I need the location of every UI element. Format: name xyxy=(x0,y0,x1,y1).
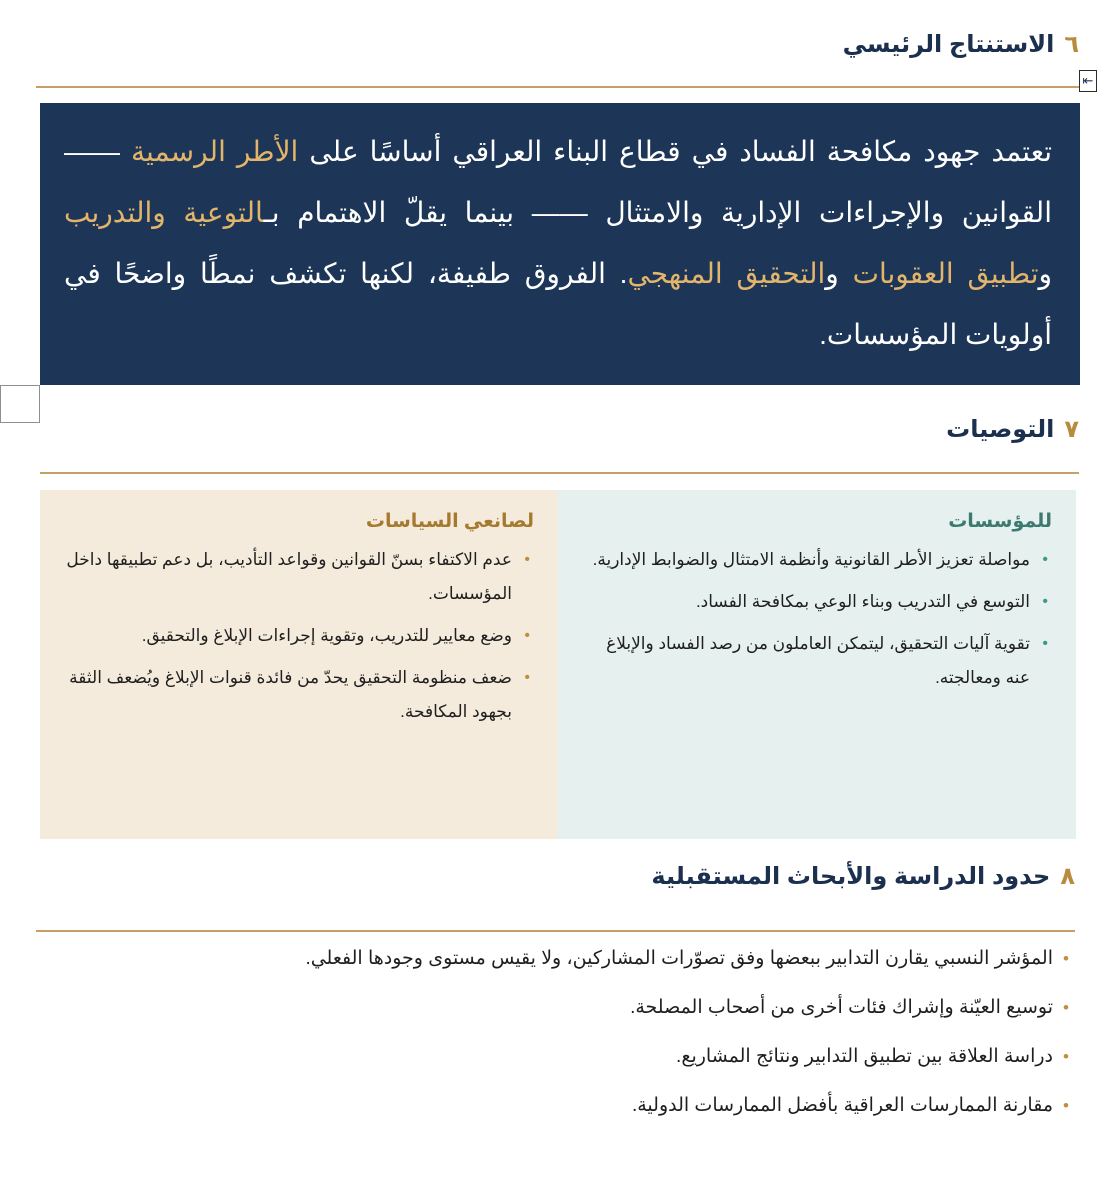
conclusion-text: . الفروق طفيفة، لكنها تكشف نمطًا واضحًا في أولويات المؤسسات. xyxy=(64,258,1052,350)
section-divider xyxy=(40,472,1079,474)
limitations-list xyxy=(40,944,1075,1140)
section-divider xyxy=(36,930,1075,932)
section-title: الاستنتاج الرئيسي xyxy=(842,31,1055,58)
policymakers-panel xyxy=(40,490,558,839)
list-item: • مواصلة تعزيز الأطر القانونية وأنظمة الامتثال والضوابط الإدارية. xyxy=(582,543,1052,577)
conclusion-text: و xyxy=(825,258,853,289)
list-item: • مقارنة الممارسات العراقية بأفضل الممارسات الدولية. xyxy=(40,1091,1075,1120)
section-divider xyxy=(36,86,1079,88)
institutions-panel xyxy=(558,490,1076,839)
conclusion-callout xyxy=(40,103,1080,385)
section-number: ٦ xyxy=(1064,31,1079,58)
list-item: • عدم الاكتفاء بسنّ القوانين وقواعد التأديب، بل دعم تطبيقها داخل المؤسسات. xyxy=(64,543,534,611)
list-item: • المؤشر النسبي يقارن التدابير ببعضها وفق تصوّرات المشاركين، ولا يقيس مستوى وجودها الفعلي. xyxy=(40,944,1075,973)
conclusion-text: —— القوانين والإجراءات الإدارية والامتثال —— بينما يقلّ الاهتمام بـ xyxy=(64,136,1052,228)
empty-placeholder-box xyxy=(0,385,40,423)
section-title: التوصيات xyxy=(946,416,1055,443)
section-title: حدود الدراسة والأبحاث المستقبلية xyxy=(651,863,1051,890)
policymakers-list xyxy=(64,543,534,729)
section-number: ٨ xyxy=(1060,863,1075,890)
policymakers-heading: لصانعي السياسات xyxy=(365,511,534,532)
list-item: • ضعف منظومة التحقيق يحدّ من فائدة قنوات الإبلاغ ويُضعف الثقة بجهود المكافحة. xyxy=(64,661,534,729)
recommendations-panels xyxy=(40,490,1076,839)
institutions-list xyxy=(582,543,1052,695)
list-item: • تقوية آليات التحقيق، ليتمكن العاملون من رصد الفساد والإبلاغ عنه ومعالجته. xyxy=(582,627,1052,695)
list-item: • توسيع العيّنة وإشراك فئات أخرى من أصحاب المصلحة. xyxy=(40,993,1075,1022)
expand-toggle-icon[interactable]: ⇤ xyxy=(1079,70,1097,92)
section-6-heading xyxy=(40,30,1079,59)
list-item: • وضع معايير للتدريب، وتقوية إجراءات الإبلاغ والتحقيق. xyxy=(64,619,534,653)
highlight-term: التحقيق المنهجي xyxy=(627,258,826,289)
institutions-heading: للمؤسسات xyxy=(948,511,1052,532)
highlight-term: التوعية والتدريب xyxy=(64,197,264,228)
highlight-term: الأطر الرسمية xyxy=(131,136,299,167)
section-7-heading xyxy=(40,415,1079,444)
conclusion-text: و xyxy=(1038,258,1053,289)
highlight-term: تطبيق العقوبات xyxy=(852,258,1039,289)
list-item: • دراسة العلاقة بين تطبيق التدابير ونتائج المشاريع. xyxy=(40,1042,1075,1071)
section-number: ٧ xyxy=(1064,416,1079,443)
list-item: • التوسع في التدريب وبناء الوعي بمكافحة الفساد. xyxy=(582,585,1052,619)
conclusion-text: تعتمد جهود مكافحة الفساد في قطاع البناء العراقي أساسًا على xyxy=(298,136,1053,167)
section-8-heading xyxy=(40,862,1075,891)
